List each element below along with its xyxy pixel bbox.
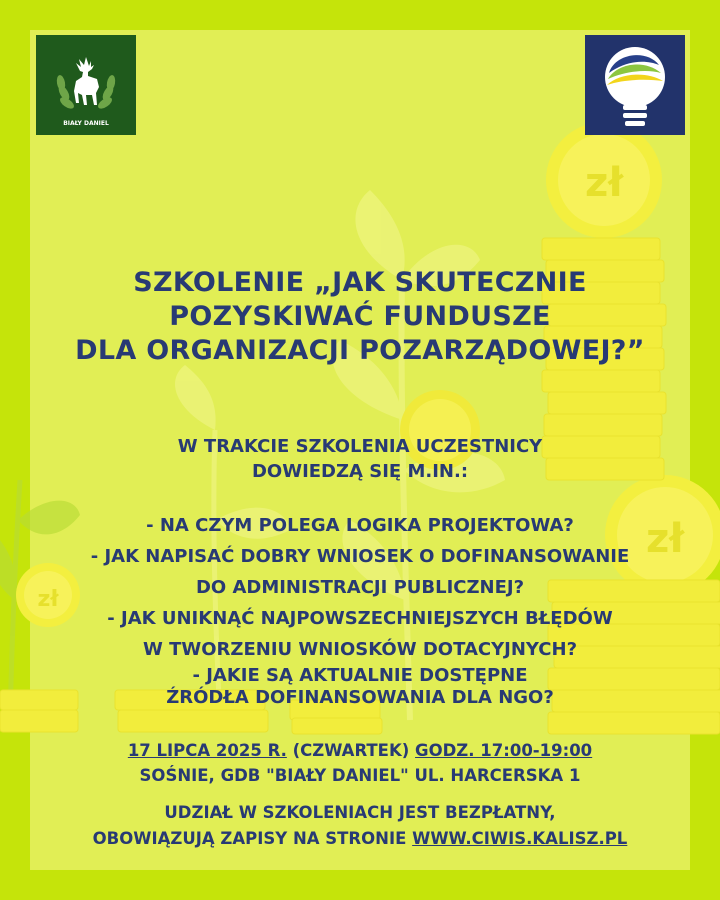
event-details — [0, 738, 720, 788]
svg-text:zł: zł — [37, 587, 59, 612]
event-datetime — [0, 738, 720, 763]
registration-info — [0, 800, 720, 852]
intro-line: DOWIEDZĄ SIĘ M.IN.: — [251, 461, 469, 482]
page-title — [0, 266, 720, 368]
event-date: 17 LIPCA 2025 R. — [127, 741, 287, 760]
coin-icon — [546, 122, 662, 238]
title-line: SZKOLENIE „JAK SKUTECZNIE — [133, 267, 587, 298]
event-place: SOŚNIE, GDB "BIAŁY DANIEL" UL. HARCERSKA 1 — [139, 766, 581, 785]
title-line: POZYSKIWAĆ FUNDUSZE — [169, 301, 551, 332]
list-item: - JAK UNIKNĄĆ NAJPOWSZECHNIEJSZYCH BŁĘDÓW — [107, 608, 613, 629]
svg-text:zł: zł — [645, 516, 685, 562]
list-item: - JAK NAPISAĆ DOBRY WNIOSEK O DOFINANSOWANIE — [90, 546, 630, 567]
list-item: ŹRÓDŁA DOFINANSOWANIA DLA NGO? — [166, 687, 554, 708]
logo-caption: BIAŁY DANIEL — [63, 120, 109, 127]
lightbulb-icon — [585, 35, 685, 135]
intro-line: W TRAKCIE SZKOLENIA UCZESTNICY — [177, 436, 543, 457]
title-line: DLA ORGANIZACJI POZARZĄDOWEJ?” — [75, 335, 645, 366]
ciwis-logo — [585, 35, 685, 135]
topics-list — [0, 510, 720, 709]
event-time: GODZ. 17:00-19:00 — [415, 741, 593, 760]
list-item: W TWORZENIU WNIOSKÓW DOTACYJNYCH? — [142, 639, 578, 660]
list-item: - JAKIE SĄ AKTUALNIE DOSTĘPNE — [192, 665, 528, 686]
list-item: DO ADMINISTRACJI PUBLICZNEJ? — [195, 577, 525, 598]
footer-line: UDZIAŁ W SZKOLENIACH JEST BEZPŁATNY, — [164, 803, 556, 822]
footer-line — [0, 826, 720, 852]
intro-text — [0, 434, 720, 484]
event-day: (CZWARTEK) — [292, 741, 410, 760]
svg-text:zł: zł — [584, 160, 624, 206]
website-link[interactable]: WWW.CIWIS.KALISZ.PL — [412, 829, 628, 848]
footer-prefix: OBOWIĄZUJĄ ZAPISY NA STRONIE — [92, 829, 407, 848]
list-item: - NA CZYM POLEGA LOGIKA PROJEKTOWA? — [146, 515, 574, 536]
deer-icon — [36, 35, 136, 135]
bialy-daniel-logo — [36, 35, 136, 135]
